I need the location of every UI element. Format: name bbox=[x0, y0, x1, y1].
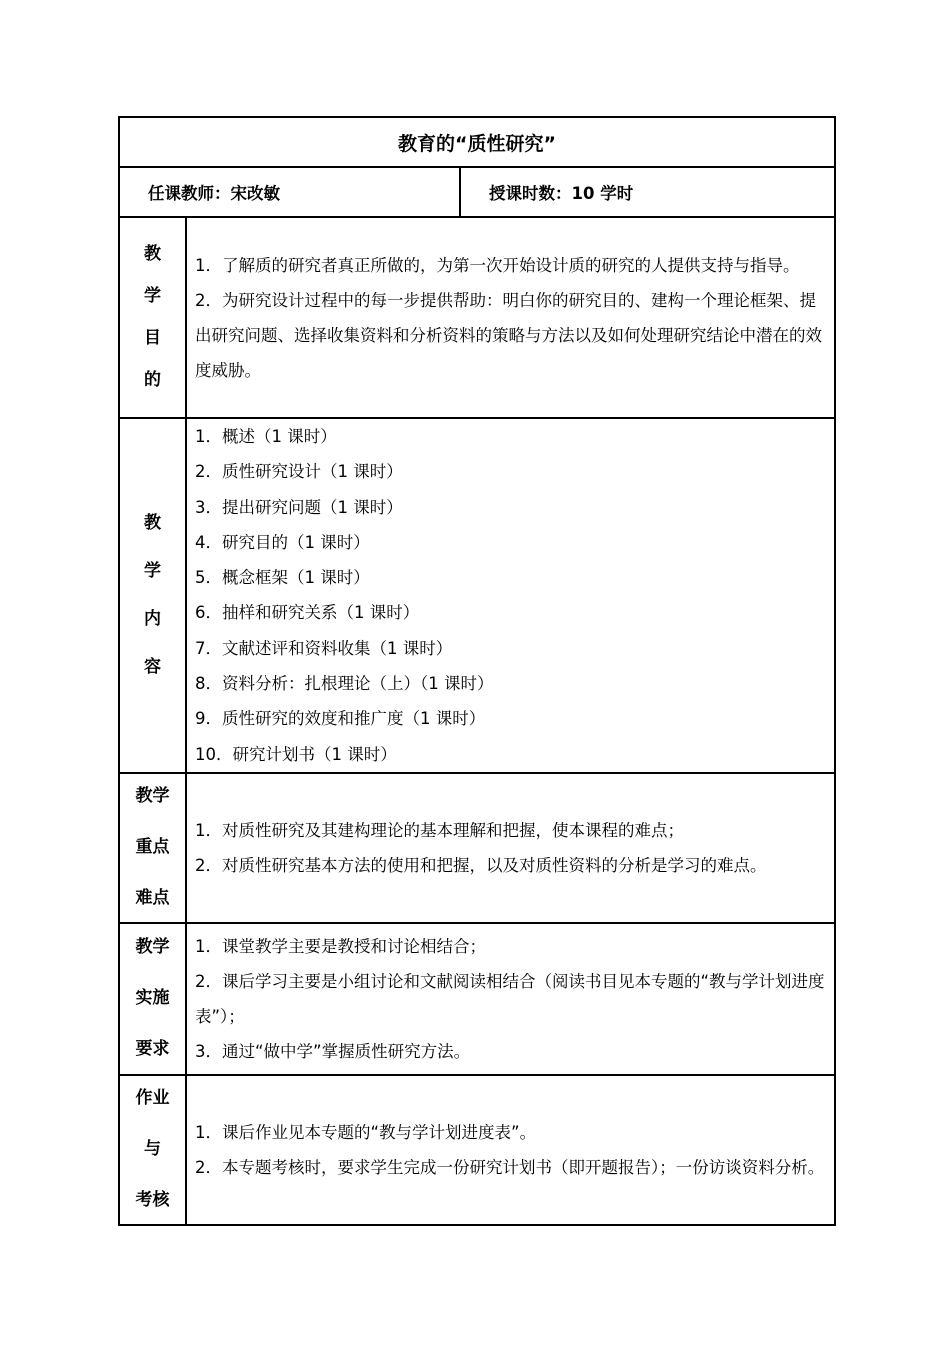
implementation-label-line: 要求 bbox=[135, 1039, 170, 1060]
key-points-paragraph: 2．对质性研究基本方法的使用和把握，以及对质性资料的分析是学习的难点。 bbox=[195, 855, 767, 875]
hours-cell: 授课时数：10 学时 bbox=[460, 167, 835, 217]
implementation-paragraph: 2．课后学习主要是小组讨论和文献阅读相结合（阅读书目见本专题的“教与学计划进度表”）； bbox=[195, 971, 825, 1026]
assessment-content bbox=[186, 1075, 835, 1225]
implementation-paragraph: 1．课堂教学主要是教授和讨论相结合； bbox=[195, 936, 486, 956]
content-label-char: 容 bbox=[144, 656, 161, 677]
assessment-label-line: 与 bbox=[144, 1139, 161, 1160]
assessment-label bbox=[119, 1075, 186, 1225]
list-item: 8．资料分析：扎根理论（上）（1 课时） bbox=[195, 674, 494, 694]
goals-content bbox=[186, 217, 835, 418]
key-points-label-line: 难点 bbox=[135, 888, 170, 909]
key-points-label bbox=[119, 773, 186, 923]
key-points-label-line: 教学 bbox=[135, 786, 170, 807]
list-item: 5．概念框架（1 课时） bbox=[195, 568, 370, 588]
course-title: 教育的“质性研究” bbox=[119, 117, 835, 167]
teacher-cell: 任课教师：宋改敏 bbox=[119, 167, 460, 217]
assessment-paragraph: 2．本专题考核时，要求学生完成一份研究计划书（即开题报告）；一份访谈资料分析。 bbox=[195, 1157, 825, 1177]
list-item: 1．概述（1 课时） bbox=[195, 427, 337, 446]
content-label bbox=[119, 418, 186, 773]
implementation-label-line: 实施 bbox=[135, 988, 170, 1009]
goals-label-char: 教 bbox=[144, 244, 161, 264]
list-item: 6．抽样和研究关系（1 课时） bbox=[195, 603, 420, 623]
goals-paragraph: 1．了解质的研究者真正所做的，为第一次开始设计质的研究的人提供支持与指导。 bbox=[195, 255, 800, 275]
assessment-paragraph: 1．课后作业见本专题的“教与学计划进度表”。 bbox=[195, 1122, 537, 1142]
goals-label-char: 目 bbox=[144, 328, 161, 348]
goals-label-char: 学 bbox=[144, 286, 161, 306]
key-points-content bbox=[186, 773, 835, 923]
key-points-paragraph: 1．对质性研究及其建构理论的基本理解和把握，使本课程的难点； bbox=[195, 820, 684, 840]
list-item: 7．文献述评和资料收集（1 课时） bbox=[195, 638, 453, 658]
assessment-label-line: 作业 bbox=[135, 1088, 170, 1109]
implementation-label-line: 教学 bbox=[135, 937, 170, 958]
list-item: 4．研究目的（1 课时） bbox=[195, 532, 370, 552]
key-points-label-line: 重点 bbox=[135, 837, 170, 858]
content-label-char: 教 bbox=[144, 512, 161, 533]
content-label-char: 内 bbox=[144, 608, 161, 629]
implementation-content bbox=[186, 923, 835, 1075]
goals-label-char: 的 bbox=[144, 370, 161, 390]
assessment-label-line: 考核 bbox=[135, 1190, 170, 1211]
list-item: 3．提出研究问题（1 课时） bbox=[195, 497, 403, 517]
goals-paragraph: 2．为研究设计过程中的每一步提供帮助：明白你的研究目的、建构一个理论框架、提出研究问题、选择收集资料和分析资料的策略与方法以及如何处理研究结论中潜在的效度威胁。 bbox=[195, 290, 822, 380]
content-list bbox=[186, 418, 835, 773]
implementation-label bbox=[119, 923, 186, 1075]
implementation-paragraph: 3．通过“做中学”掌握质性研究方法。 bbox=[195, 1041, 471, 1061]
list-item: 9．质性研究的效度和推广度（1 课时） bbox=[195, 709, 486, 729]
content-label-char: 学 bbox=[144, 560, 161, 581]
goals-label bbox=[119, 217, 186, 418]
list-item: 10．研究计划书（1 课时） bbox=[195, 744, 397, 764]
course-table bbox=[118, 116, 836, 1226]
list-item: 2．质性研究设计（1 课时） bbox=[195, 462, 403, 482]
